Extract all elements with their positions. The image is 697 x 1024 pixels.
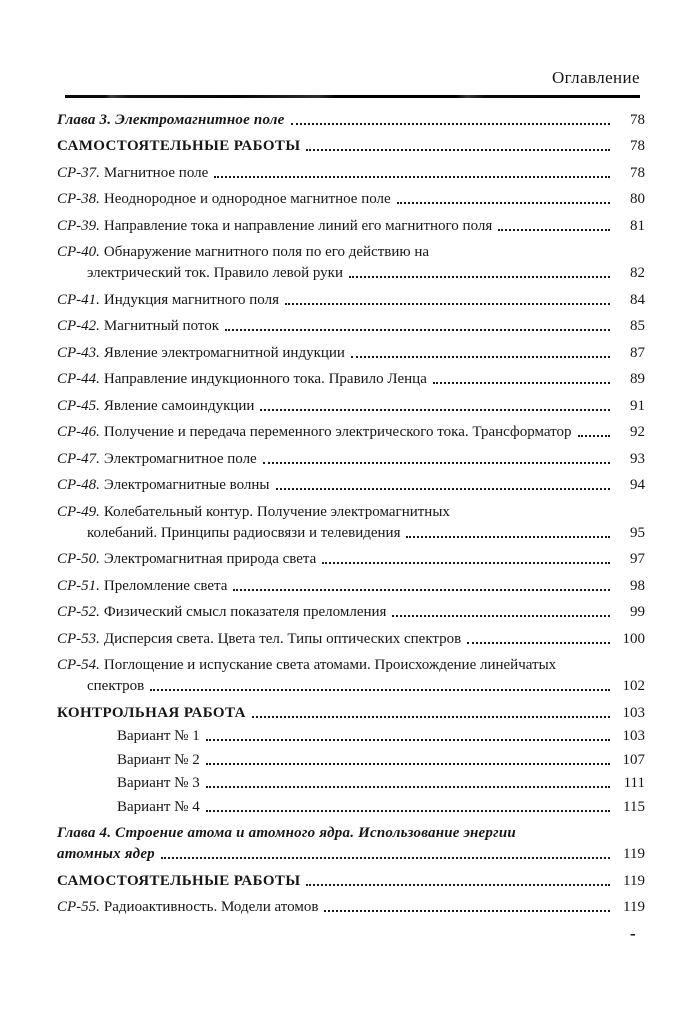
dot-leader [291, 123, 610, 125]
toc-row [57, 525, 645, 542]
toc-entry-title: колебаний. Принципы радиосвязи и телевидения [87, 524, 401, 541]
dot-leader [233, 589, 610, 591]
dot-leader [206, 763, 610, 765]
toc-entry [57, 551, 645, 568]
toc-row [57, 705, 645, 722]
dot-leader [285, 303, 610, 305]
toc-entry [57, 112, 645, 129]
toc-entry [57, 138, 645, 155]
toc-entry-number: СР-44. [57, 371, 100, 387]
toc-row [57, 775, 645, 792]
toc-entry-title: электрический ток. Правило левой руки [87, 265, 343, 281]
dot-leader [306, 884, 610, 886]
page-number: 98 [630, 577, 645, 594]
toc-entry-title: спектров [87, 678, 145, 694]
toc-row [57, 728, 645, 745]
toc-entry-title: Глава 3. Электромагнитное поле [57, 111, 285, 128]
toc-entry-number: СР-50. [57, 551, 100, 567]
toc-row [57, 138, 645, 155]
toc-entry-title: СР-38. Неоднородное и однородное магнитное поле [57, 191, 391, 207]
toc-row [57, 398, 645, 415]
toc-entry [57, 504, 645, 542]
dot-leader [214, 176, 610, 178]
page-content [57, 0, 645, 916]
toc-entry-title: Вариант № 3 [117, 775, 200, 791]
dot-leader [467, 642, 610, 644]
page-number: 78 [630, 111, 645, 128]
toc-entry-title: СР-53. Дисперсия света. Цвета тел. Типы оптических спектров [57, 630, 462, 647]
toc-entry-title: СР-46. Получение и передача переменного электрического тока. Трансформатор [57, 424, 572, 440]
page-number: 119 [623, 899, 645, 915]
dot-leader [276, 488, 610, 490]
dot-leader [322, 562, 610, 564]
dot-leader [225, 329, 610, 331]
header-rule [65, 95, 640, 98]
dot-leader [260, 409, 610, 411]
toc-row [57, 265, 645, 282]
scan-artifact-mark: - [630, 924, 636, 943]
toc-row [57, 551, 645, 568]
toc-entry-number: СР-55. [57, 899, 100, 915]
page-number: 103 [622, 704, 645, 721]
toc-entry [57, 477, 645, 494]
toc-entry [57, 318, 645, 335]
toc-row [57, 218, 645, 235]
dot-leader [161, 857, 610, 859]
page-number: 103 [622, 728, 645, 744]
page-number: 107 [622, 751, 645, 768]
toc-entry-title: СР-42. Магнитный поток [57, 318, 220, 334]
toc-entry [57, 578, 645, 595]
toc-entry-title: Вариант № 2 [117, 751, 200, 768]
toc-entry-title: СР-44. Направление индукционного тока. Правило Ленца [57, 371, 427, 387]
toc-entry-number: СР-54. [57, 657, 100, 673]
toc-entry-title: Вариант № 4 [117, 798, 200, 815]
toc-entry-title: СР-52. Физический смысл показателя преломления [57, 604, 387, 620]
page-number: 80 [630, 191, 645, 207]
toc-row [57, 191, 645, 208]
toc-entry-number: СР-47. [57, 450, 100, 467]
toc-entry-number: СР-37. [57, 164, 100, 181]
page-number: 89 [630, 371, 645, 387]
toc-entry [57, 244, 645, 282]
toc-entry [57, 873, 645, 890]
toc-row [57, 451, 645, 468]
toc-row [57, 678, 645, 695]
toc-entry-title: СР-40. Обнаружение магнитного поля по его действию на [57, 244, 430, 260]
toc-entry [57, 218, 645, 235]
toc-entry-number: СР-49. [57, 503, 100, 520]
toc-entry-number: СР-39. [57, 217, 100, 234]
toc-entry [57, 825, 645, 863]
dot-leader [433, 382, 610, 384]
page-number: 99 [630, 604, 645, 620]
dot-leader [150, 689, 610, 691]
toc-entry [57, 657, 645, 695]
toc-row [57, 631, 645, 648]
page-number: 92 [630, 424, 645, 440]
toc-row [57, 752, 645, 769]
toc-entry [57, 799, 645, 816]
toc-entry-number: СР-43. [57, 344, 100, 361]
page-number: 94 [630, 477, 645, 493]
page-number: 87 [630, 344, 645, 361]
toc-entry-number: СР-40. [57, 244, 100, 260]
toc-entry [57, 705, 645, 722]
page-number: 119 [623, 872, 645, 889]
toc-entry-title: Вариант № 1 [117, 728, 200, 744]
toc-row [57, 846, 645, 863]
page-number: 93 [630, 450, 645, 467]
toc-entry-title: КОНТРОЛЬНАЯ РАБОТА [57, 704, 246, 721]
dot-leader [252, 716, 610, 718]
page-number: 81 [630, 217, 645, 234]
toc-entry [57, 424, 645, 441]
toc-entry [57, 604, 645, 621]
dot-leader [306, 149, 610, 151]
dot-leader [351, 356, 610, 358]
toc-entry-title: СР-50. Электромагнитная природа света [57, 551, 317, 567]
dot-leader [206, 810, 610, 812]
page-number: 78 [630, 164, 645, 181]
page-number: 115 [623, 798, 645, 815]
toc-entry [57, 292, 645, 309]
page-number: 97 [630, 551, 645, 567]
toc-entry [57, 371, 645, 388]
toc-row [57, 165, 645, 182]
toc-entry-number: СР-48. [57, 477, 100, 493]
dot-leader [206, 786, 610, 788]
dot-leader [263, 462, 610, 464]
toc-entry-number: СР-51. [57, 577, 100, 594]
toc-row [57, 244, 645, 261]
toc-row [57, 899, 645, 916]
toc-row [57, 799, 645, 816]
toc-entry [57, 451, 645, 468]
toc-list [57, 112, 645, 917]
toc-entry-number: СР-45. [57, 397, 100, 414]
toc-entry-title: САМОСТОЯТЕЛЬНЫЕ РАБОТЫ [57, 138, 301, 154]
toc-entry-title: СР-55. Радиоактивность. Модели атомов [57, 899, 319, 915]
toc-entry-number: СР-52. [57, 604, 100, 620]
dot-leader [324, 910, 610, 912]
toc-entry-title: атомных ядер [57, 846, 155, 862]
toc-row [57, 477, 645, 494]
toc-entry [57, 899, 645, 916]
toc-entry-number: СР-46. [57, 424, 100, 440]
toc-row [57, 292, 645, 309]
page-number: 84 [630, 291, 645, 308]
toc-entry-title: СР-51. Преломление света [57, 577, 228, 594]
page-number: 102 [622, 678, 645, 694]
toc-entry [57, 165, 645, 182]
toc-entry-title: СР-47. Электромагнитное поле [57, 450, 257, 467]
toc-entry-number: СР-42. [57, 318, 100, 334]
dot-leader [206, 739, 610, 741]
running-head: Оглавление [552, 68, 640, 87]
toc-row [57, 112, 645, 129]
toc-row [57, 345, 645, 362]
toc-row [57, 578, 645, 595]
toc-entry-number: СР-53. [57, 630, 100, 647]
toc-row [57, 424, 645, 441]
page-number: 95 [630, 524, 645, 541]
toc-entry [57, 345, 645, 362]
toc-entry [57, 752, 645, 769]
dot-leader [397, 202, 610, 204]
toc-entry [57, 728, 645, 745]
toc-entry-title: Глава 4. Строение атома и атомного ядра. Использование энергии [57, 825, 516, 841]
toc-entry [57, 631, 645, 648]
toc-row [57, 873, 645, 890]
dot-leader [392, 615, 610, 617]
toc-row [57, 504, 645, 521]
toc-entry-number: СР-38. [57, 191, 100, 207]
toc-entry-title: СР-49. Колебательный контур. Получение электромагнитных [57, 503, 450, 520]
page-number: 91 [630, 397, 645, 414]
toc-entry-title: СР-37. Магнитное поле [57, 164, 209, 181]
page-number: 119 [623, 846, 645, 862]
toc-row [57, 371, 645, 388]
page-number: 85 [630, 318, 645, 334]
page-number: 82 [630, 265, 645, 281]
dot-leader [578, 435, 611, 437]
toc-entry [57, 191, 645, 208]
toc-entry [57, 398, 645, 415]
toc-entry-title: СР-45. Явление самоиндукции [57, 397, 255, 414]
toc-row [57, 318, 645, 335]
toc-entry-title: СР-48. Электромагнитные волны [57, 477, 270, 493]
toc-entry-title: СР-54. Поглощение и испускание света атомами. Происхождение линейчатых [57, 657, 557, 673]
toc-entry-title: СР-41. Индукция магнитного поля [57, 291, 279, 308]
dot-leader [498, 229, 610, 231]
toc-entry-number: СР-41. [57, 291, 100, 308]
toc-row [57, 657, 645, 674]
toc-entry-title: СР-43. Явление электромагнитной индукции [57, 344, 345, 361]
page-number: 100 [622, 630, 645, 647]
dot-leader [349, 276, 610, 278]
toc-row [57, 825, 645, 842]
toc-entry-title: СР-39. Направление тока и направление линий его магнитного поля [57, 217, 493, 234]
toc-entry [57, 775, 645, 792]
page-number: 111 [623, 775, 645, 791]
toc-row [57, 604, 645, 621]
dot-leader [406, 536, 610, 538]
toc-entry-title: САМОСТОЯТЕЛЬНЫЕ РАБОТЫ [57, 872, 301, 889]
page-number: 78 [630, 138, 645, 154]
